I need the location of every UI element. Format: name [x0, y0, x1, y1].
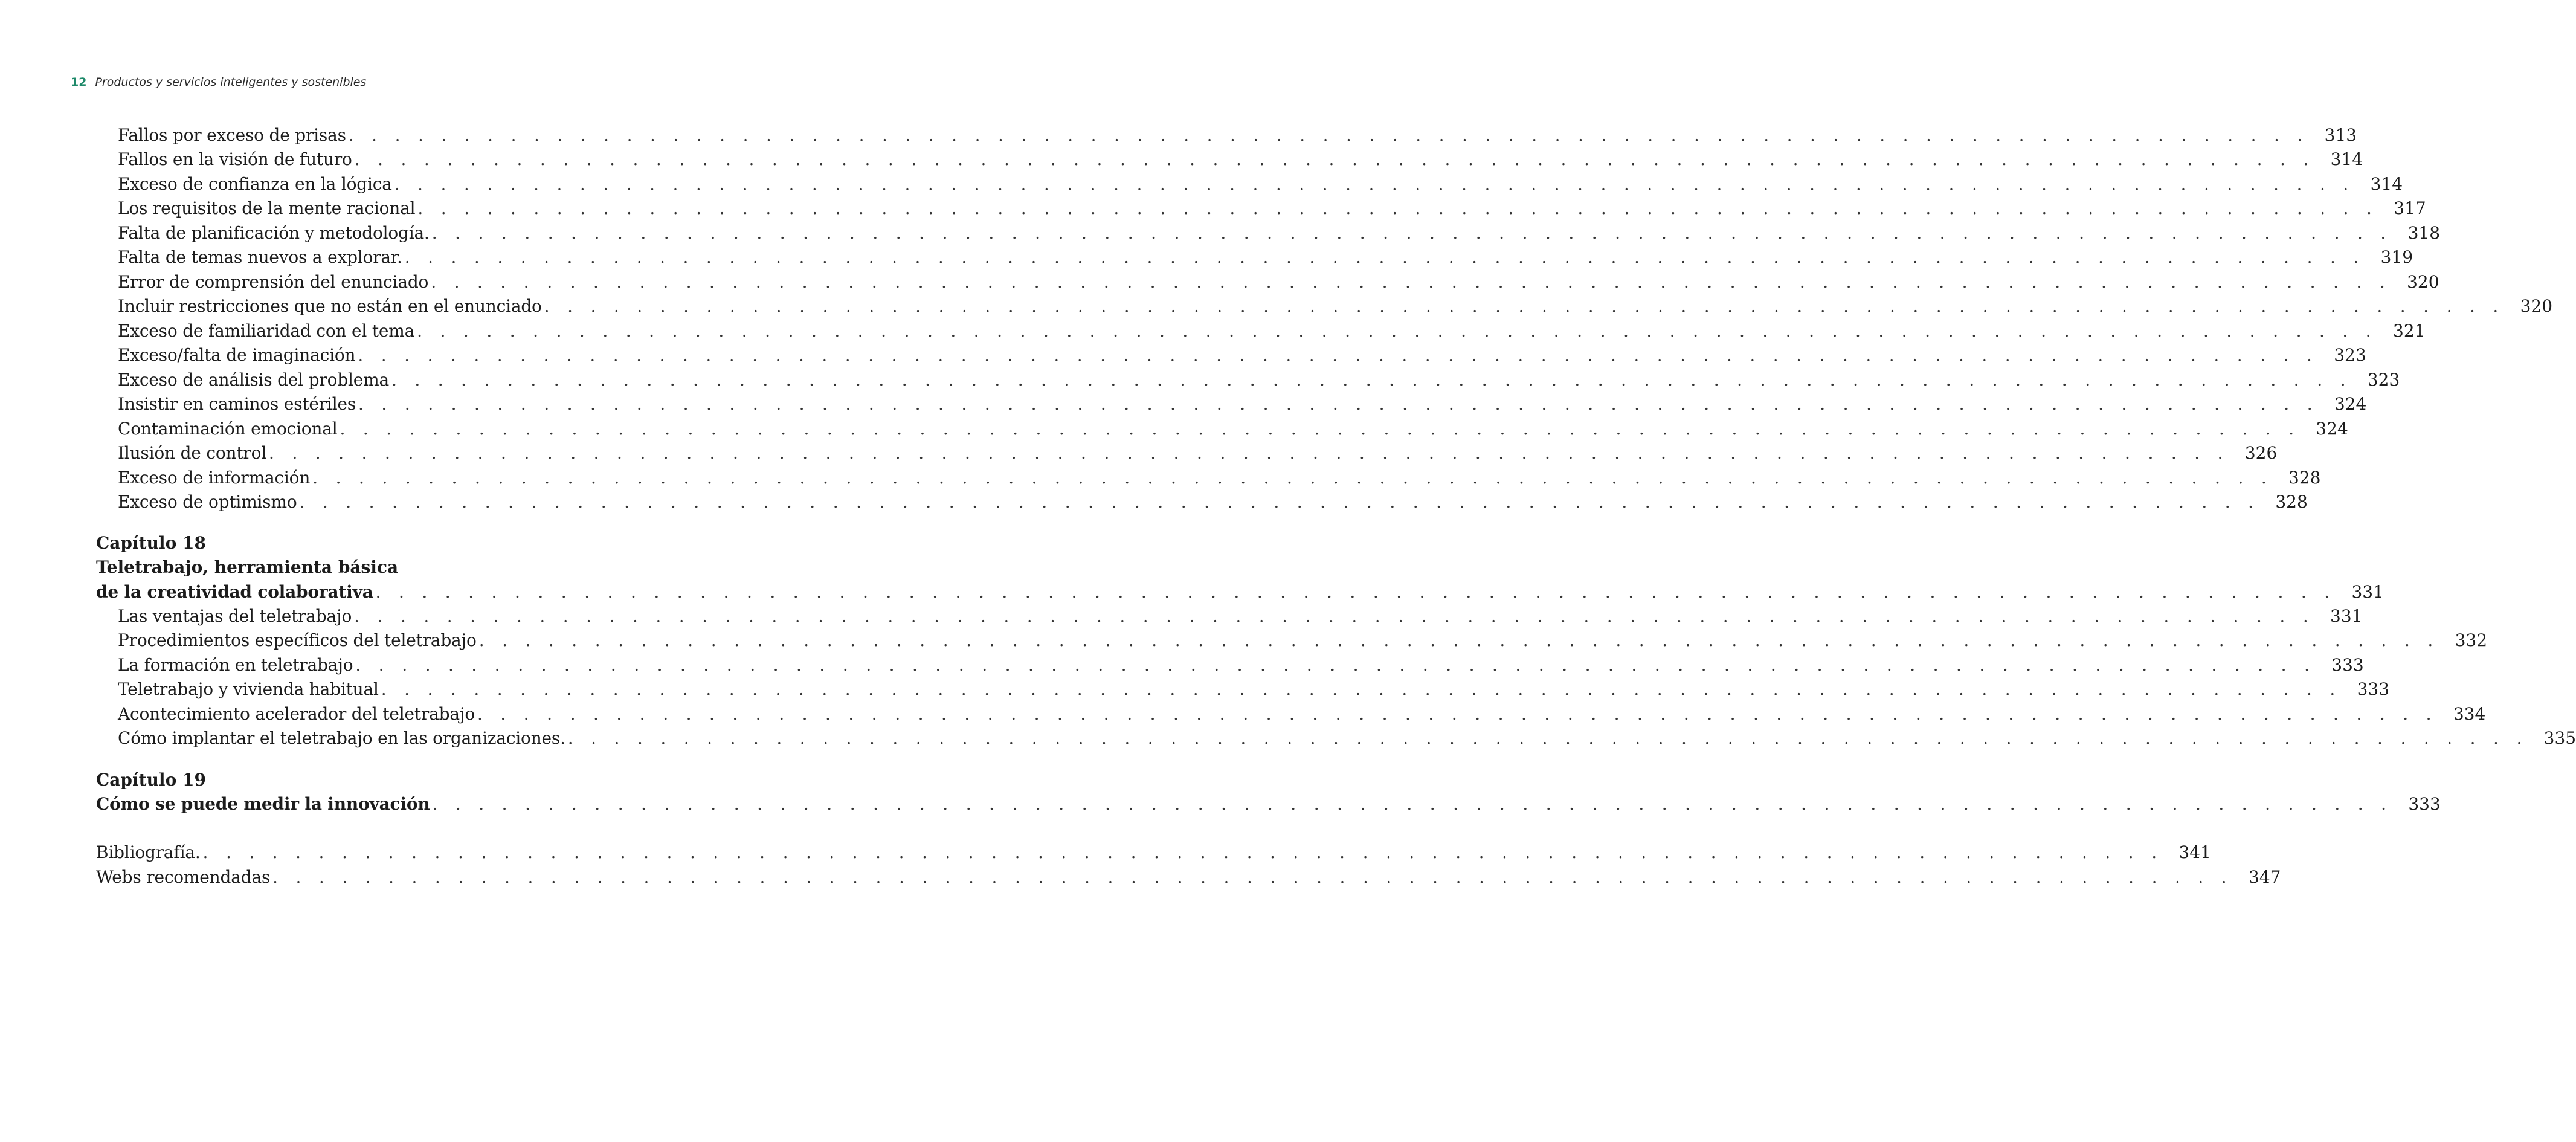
dot-leader: . . . . . . . . . . . . . . . . . . . . . . . . . . . . . . . . . . . . . . . . . . . . . . . . . . . . . . . . . . . . . . . . . . . . . . . . . . . . . . . . . . . . . — [404, 247, 2365, 267]
toc-entry-page: 333 — [2357, 679, 2390, 699]
dot-leader: . . . . . . . . . . . . . . . . . . . . . . . . . . . . . . . . . . . . . . . . . . . . . . . . . . . . . . . . . . . . . . . . . . . . . . . . . . . . . . . . . . . . . — [431, 223, 2392, 243]
dot-leader: . . . . . . . . . . . . . . . . . . . . . . . . . . . . . . . . . . . . . . . . . . . . . . . . . . . . . . . . . . . . . . . . . . . . . . . . . . . . . . . . . . . . . — [299, 492, 2260, 512]
toc-entry-label: Procedimientos específicos del teletrabajo — [118, 630, 477, 650]
toc-entry-page: 331 — [2351, 582, 2384, 602]
toc-entry-label: Falta de temas nuevos a explorar. — [118, 247, 402, 267]
toc-entry-page: 326 — [2244, 443, 2278, 463]
toc-entry-label: Exceso de optimismo — [118, 492, 297, 512]
toc-entry-label: La formación en teletrabajo — [118, 655, 353, 675]
chapter-18-heading: Capítulo 18 — [96, 533, 206, 553]
dot-leader: . . . . . . . . . . . . . . . . . . . . . . . . . . . . . . . . . . . . . . . . . . . . . . . . . . . . . . . . . . . . . . . . . . . . . . . . . . . . . . . . . . . . . — [312, 468, 2273, 488]
chapter-18-title-entry — [96, 580, 2384, 604]
toc-entry — [118, 196, 2426, 221]
toc-entry-webs — [96, 865, 2281, 889]
toc-entry-page: 313 — [2324, 125, 2357, 145]
page-number: 12 — [71, 76, 87, 89]
toc-entry — [118, 392, 2367, 416]
dot-leader: . . . . . . . . . . . . . . . . . . . . . . . . . . . . . . . . . . . . . . . . . . . . . . . . . . . . . . . . . . . . . . . . . . . . . . . . . . . . . . . . . . . . . — [381, 679, 2342, 699]
toc-entry-label: Fallos en la visión de futuro — [118, 149, 352, 169]
toc-entry — [118, 628, 2488, 653]
toc-entry-label: Insistir en caminos estériles — [118, 394, 356, 414]
dot-leader: . . . . . . . . . . . . . . . . . . . . . . . . . . . . . . . . . . . . . . . . . . . . . . . . . . . . . . . . . . . . . . . . . . . . . . . . . . . . . . . . . . . . . — [567, 728, 2528, 748]
toc-entry-label: Webs recomendadas — [96, 867, 271, 887]
dot-leader: . . . . . . . . . . . . . . . . . . . . . . . . . . . . . . . . . . . . . . . . . . . . . . . . . . . . . . . . . . . . . . . . . . . . . . . . . . . . . . . . . . . . . — [417, 321, 2377, 341]
toc-entry-label: Exceso/falta de imaginación — [118, 345, 356, 365]
toc-entry — [118, 677, 2390, 702]
toc-entry — [118, 466, 2321, 490]
toc-entry-page: 331 — [2330, 606, 2363, 626]
toc-entry-label: Cómo implantar el teletrabajo en las organizaciones. — [118, 728, 565, 748]
toc-entry-label: Contaminación emocional — [118, 419, 338, 439]
dot-leader: . . . . . . . . . . . . . . . . . . . . . . . . . . . . . . . . . . . . . . . . . . . . . . . . . . . . . . . . . . . . . . . . . . . . . . . . . . . . . . . . . . . . . — [354, 606, 2315, 626]
toc-entry-label: Falta de planificación y metodología. — [118, 223, 430, 243]
dot-leader: . . . . . . . . . . . . . . . . . . . . . . . . . . . . . . . . . . . . . . . . . . . . . . . . . . . . . . . . . . . . . . . . . . . . . . . . . . . . . . . . . . . . . — [348, 125, 2309, 145]
chapter-18-title-line2: de la creatividad colaborativa — [96, 582, 373, 602]
dot-leader: . . . . . . . . . . . . . . . . . . . . . . . . . . . . . . . . . . . . . . . . . . . . . . . . . . . . . . . . . . . . . . . . . . . . . . . . . . . . . . . . . . . . . — [375, 582, 2336, 602]
toc-entry-page: 320 — [2407, 272, 2439, 292]
dot-leader: . . . . . . . . . . . . . . . . . . . . . . . . . . . . . . . . . . . . . . . . . . . . . . . . . . . . . . . . . . . . . . . . . . . . . . . . . . . . . . . . . . . . . — [354, 149, 2315, 169]
toc-entry — [118, 147, 2363, 172]
toc-entry — [118, 604, 2363, 628]
chapter-19-title-entry — [96, 792, 2441, 816]
toc-entry-label: Acontecimiento acelerador del teletrabajo — [118, 704, 475, 724]
dot-leader: . . . . . . . . . . . . . . . . . . . . . . . . . . . . . . . . . . . . . . . . . . . . . . . . . . . . . . . . . . . . . . . . . . . . . . . . . . . . . . . . . . . . . — [431, 272, 2392, 292]
dot-leader: . . . . . . . . . . . . . . . . . . . . . . . . . . . . . . . . . . . . . . . . . . . . . . . . . . . . . . . . . . . . . . . . . . . . . . . . . . . . . . . . . . . . . — [432, 794, 2393, 814]
toc-entry — [118, 441, 2278, 465]
toc-entry-page: 335 — [2543, 728, 2576, 748]
toc-entry-label: Fallos por exceso de prisas — [118, 125, 346, 145]
dot-leader: . . . . . . . . . . . . . . . . . . . . . . . . . . . . . . . . . . . . . . . . . . . . . . . . . . . . . . . . . . . . . . . . . . . . . . . . . . . . . . . . . . . . . — [417, 198, 2378, 218]
dot-leader: . . . . . . . . . . . . . . . . . . . . . . . . . . . . . . . . . . . . . . . . . . . . . . . . . . . . . . . . . . . . . . . . . . . . . . . . . . . . . . . . . . . . . — [477, 704, 2438, 724]
toc-entry — [118, 343, 2366, 367]
toc-entry-page: 333 — [2408, 794, 2441, 814]
dot-leader: . . . . . . . . . . . . . . . . . . . . . . . . . . . . . . . . . . . . . . . . . . . . . . . . . . . . . . . . . . . . . . . . . . . . . . . . . . . . . . . . . . . . . — [355, 655, 2316, 675]
running-head-title: Productos y servicios inteligentes y sostenibles — [95, 76, 367, 89]
toc-entry-page: 318 — [2407, 223, 2441, 243]
toc-entry — [118, 319, 2426, 343]
toc-entry-page: 320 — [2520, 296, 2553, 316]
toc-entry-label: Teletrabajo y vivienda habitual — [118, 679, 379, 699]
chapter-19-title: Cómo se puede medir la innovación — [96, 794, 430, 814]
toc-entry-page: 319 — [2380, 247, 2413, 267]
toc-entry-page: 324 — [2316, 419, 2348, 439]
toc-entry — [118, 245, 2413, 269]
toc-entry-page: 328 — [2288, 468, 2321, 488]
running-head — [71, 75, 366, 89]
dot-leader: . . . . . . . . . . . . . . . . . . . . . . . . . . . . . . . . . . . . . . . . . . . . . . . . . . . . . . . . . . . . . . . . . . . . . . . . . . . . . . . . . . . . . — [272, 867, 2233, 887]
chapter-19-heading: Capítulo 19 — [96, 770, 206, 790]
toc-entry-label: Bibliografía. — [96, 842, 201, 862]
toc-entry-page: 334 — [2453, 704, 2486, 724]
toc-entry-page: 341 — [2178, 842, 2211, 862]
toc-entry-label: Ilusión de control — [118, 443, 266, 463]
toc-entry — [118, 221, 2441, 245]
toc-entry — [118, 172, 2403, 196]
toc-entry-page: 324 — [2334, 394, 2367, 414]
toc-entry-page: 347 — [2249, 867, 2281, 887]
toc-entry-page: 321 — [2393, 321, 2426, 341]
dot-leader: . . . . . . . . . . . . . . . . . . . . . . . . . . . . . . . . . . . . . . . . . . . . . . . . . . . . . . . . . . . . . . . . . . . . . . . . . . . . . . . . . . . . . — [394, 174, 2355, 194]
toc-entry-label: Exceso de análisis del problema — [118, 370, 389, 390]
dot-leader: . . . . . . . . . . . . . . . . . . . . . . . . . . . . . . . . . . . . . . . . . . . . . . . . . . . . . . . . . . . . . . . . . . . . . . . . . . . . . . . . . . . . . — [478, 630, 2439, 650]
toc-entry-label: Exceso de confianza en la lógica — [118, 174, 392, 194]
toc-entry-page: 323 — [2367, 370, 2400, 390]
dot-leader: . . . . . . . . . . . . . . . . . . . . . . . . . . . . . . . . . . . . . . . . . . . . . . . . . . . . . . . . . . . . . . . . . . . . . . . . . . . . . . . . . . . . . — [358, 394, 2319, 414]
toc-entry-page: 328 — [2275, 492, 2308, 512]
dot-leader: . . . . . . . . . . . . . . . . . . . . . . . . . . . . . . . . . . . . . . . . . . . . . . . . . . . . . . . . . . . . . . . . . . . . . . . . . . . . . . . . . . . . . — [340, 419, 2301, 439]
toc-entry-page: 317 — [2394, 198, 2426, 218]
dot-leader: . . . . . . . . . . . . . . . . . . . . . . . . . . . . . . . . . . . . . . . . . . . . . . . . . . . . . . . . . . . . . . . . . . . . . . . . . . . . . . . . . . . . . — [268, 443, 2229, 463]
dot-leader: . . . . . . . . . . . . . . . . . . . . . . . . . . . . . . . . . . . . . . . . . . . . . . . . . . . . . . . . . . . . . . . . . . . . . . . . . . . . . . . . . . . . . — [358, 345, 2319, 365]
chapter-18-title-line1: Teletrabajo, herramienta básica — [96, 557, 399, 577]
toc-entry — [118, 417, 2348, 441]
dot-leader: . . . . . . . . . . . . . . . . . . . . . . . . . . . . . . . . . . . . . . . . . . . . . . . . . . . . . . . . . . . . . . . . . . . . . . . . . . . . . . . . . . . . . — [391, 370, 2352, 390]
toc-entry-page: 323 — [2334, 345, 2366, 365]
dot-leader: . . . . . . . . . . . . . . . . . . . . . . . . . . . . . . . . . . . . . . . . . . . . . . . . . . . . . . . . . . . . . . . . . . . . . . . . . . . . . . . . . . . . . — [202, 842, 2163, 862]
toc-entry — [118, 726, 2576, 750]
toc-entry-page: 333 — [2331, 655, 2364, 675]
toc-entry — [118, 294, 2553, 318]
toc-entry-label: Exceso de información — [118, 468, 311, 488]
toc-entry-label: Los requisitos de la mente racional — [118, 198, 416, 218]
toc-entry — [118, 123, 2357, 147]
toc-entry-page: 332 — [2455, 630, 2488, 650]
toc-entry-bibliography — [96, 840, 2211, 865]
toc-entry-label: Las ventajas del teletrabajo — [118, 606, 352, 626]
toc-entry — [118, 270, 2439, 294]
toc-entry-label: Exceso de familiaridad con el tema — [118, 321, 415, 341]
toc-entry — [118, 653, 2364, 677]
toc-entry-page: 314 — [2330, 149, 2363, 169]
dot-leader: . . . . . . . . . . . . . . . . . . . . . . . . . . . . . . . . . . . . . . . . . . . . . . . . . . . . . . . . . . . . . . . . . . . . . . . . . . . . . . . . . . . . . — [544, 296, 2505, 316]
toc-entry — [118, 490, 2308, 514]
toc-entry-label: Incluir restricciones que no están en el enunciado — [118, 296, 542, 316]
toc-entry-label: Error de comprensión del enunciado — [118, 272, 429, 292]
toc-entry-page: 314 — [2370, 174, 2403, 194]
toc-entry — [118, 702, 2486, 726]
toc-entry — [118, 368, 2400, 392]
